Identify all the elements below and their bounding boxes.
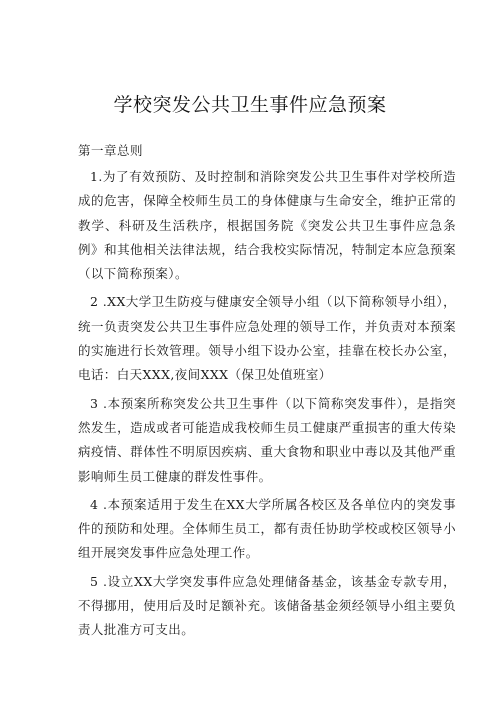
paragraph-1: 1.为了有效预防、及时控制和消除突发公共卫生事件对学校所造成的危害，保障全校师生员工的身体健康与生命安全，维护正常的教学、科研及生活秩序，根据国务院《突发公共卫生事件应急条例》和其他相关法律法规，结合我校实际情况，特制定本应急预案（以下简称预案）。 [78,169,456,282]
paragraph-4: 4 .本预案适用于发生在XX大学所属各校区及各单位内的突发事件的预防和处理。全体师生员工，都有责任协助学校或校区领导小组开展突发事件应急处理工作。 [78,496,456,561]
paragraph-3: 3 .本预案所称突发公共卫生事件（以下简称突发事件），是指突然发生，造成或者可能造成我校师生员工健康严重损害的重大传染病疫情、群体性不明原因疾病、重大食物和职业中毒以及其他严重影响师生员工健康的群发性事件。 [78,395,456,484]
paragraph-2: 2 .XX大学卫生防疫与健康安全领导小组（以下简称领导小组），统一负责突发公共卫生事件应急处理的领导工作，并负责对本预案的实施进行长效管理。领导小组下设办公室，挂靠在校长办公室，电话：白天XXX,夜间XXX（保卫处值班室） [78,294,456,383]
document-body [78,165,456,643]
chapter-heading: 第一章总则 [78,143,144,158]
paragraph-5: 5 .设立XX大学突发事件应急处理储备基金，该基金专款专用，不得挪用，使用后及时足额补充。该储备基金须经领导小组主要负责人批准方可支出。 [78,573,456,638]
document-title: 学校突发公共卫生事件应急预案 [113,94,387,116]
